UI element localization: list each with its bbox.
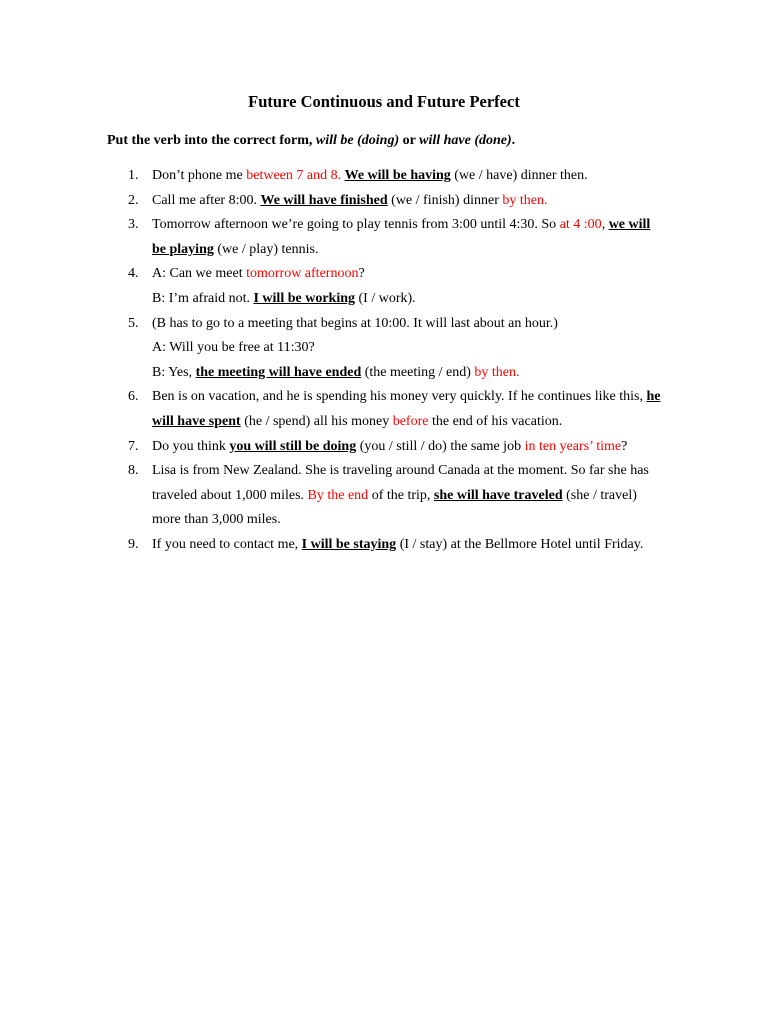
item-line xyxy=(152,484,662,509)
sentence-text: A: Can we meet xyxy=(152,266,247,282)
time-expression: in ten years’ time xyxy=(524,438,622,454)
sentence-text: (we / finish) dinner xyxy=(387,192,503,208)
sentence-text: (he / spend) all his money xyxy=(240,413,393,429)
item-number: 3. xyxy=(128,217,139,233)
sentence-text: A: Will you be free at 11:30? xyxy=(152,340,315,356)
answer-text: the meeting will have ended xyxy=(195,364,362,380)
answer-text: you will still be doing xyxy=(229,438,357,454)
sentence-text: (the meeting / end) xyxy=(361,364,475,380)
item-line xyxy=(152,262,662,287)
item-line xyxy=(152,189,662,214)
sentence-text: Tomorrow afternoon we’re going to play tennis from 3:00 until 4:30. So xyxy=(152,217,560,233)
time-expression: tomorrow afternoon xyxy=(246,266,359,282)
item-number: 8. xyxy=(128,463,139,479)
sentence-text: of the trip, xyxy=(368,487,434,503)
time-expression: by then. xyxy=(502,192,548,208)
sentence-text: the end of his vacation. xyxy=(428,413,563,429)
item-line xyxy=(152,508,662,533)
answer-text: I will be staying xyxy=(301,536,397,552)
answer-text: she will have traveled xyxy=(433,487,563,503)
exercise-item xyxy=(0,435,662,460)
time-expression: By the end xyxy=(307,487,369,503)
time-expression: at 4 :00 xyxy=(559,217,602,233)
item-line xyxy=(152,361,662,386)
item-line xyxy=(152,410,662,435)
item-line xyxy=(152,459,662,484)
answer-text: will have spent xyxy=(152,413,241,429)
sentence-text: If you need to contact me, xyxy=(152,536,302,552)
sentence-text: Don’t phone me xyxy=(152,168,247,183)
item-line xyxy=(152,287,662,312)
time-expression: by then. xyxy=(474,364,520,380)
item-line xyxy=(152,238,662,263)
exercise-item xyxy=(0,312,662,386)
item-number: 1. xyxy=(128,168,139,183)
instruction-end: . xyxy=(511,133,516,148)
item-line xyxy=(152,164,662,189)
item-number: 5. xyxy=(128,315,139,331)
exercise-item xyxy=(0,213,662,262)
sentence-text: traveled about 1,000 miles. xyxy=(152,487,308,503)
exercise-list xyxy=(0,164,768,558)
sentence-text: B: I’m afraid not. xyxy=(152,290,254,306)
sentence-text: , xyxy=(601,217,609,233)
sentence-text: more than 3,000 miles. xyxy=(152,512,281,528)
item-line xyxy=(152,533,662,558)
item-line xyxy=(152,385,662,410)
sentence-text: (I / stay) at the Bellmore Hotel until Friday. xyxy=(396,536,644,552)
sentence-text: (you / still / do) the same job xyxy=(356,438,525,454)
exercise-item xyxy=(0,385,662,434)
answer-text: be playing xyxy=(152,241,214,257)
exercise-item xyxy=(0,459,662,533)
item-line xyxy=(152,213,662,238)
instruction xyxy=(107,131,707,151)
exercise-item xyxy=(0,164,662,189)
item-number: 4. xyxy=(128,266,139,282)
sentence-text: (I / work). xyxy=(355,290,416,306)
sentence-text: Call me after 8:00. xyxy=(152,192,261,208)
sentence-text: ? xyxy=(621,438,628,454)
answer-text: We will be having xyxy=(344,168,451,183)
item-line xyxy=(152,336,662,361)
answer-text: We will have finished xyxy=(260,192,388,208)
item-number: 2. xyxy=(128,192,139,208)
sentence-text: (we / play) tennis. xyxy=(213,241,319,257)
page-title: Future Continuous and Future Perfect xyxy=(248,92,520,111)
item-line xyxy=(152,312,662,337)
sentence-text: Lisa is from New Zealand. She is traveling around Canada at the moment. So far she has xyxy=(152,463,649,479)
instruction-or: or xyxy=(399,133,420,148)
sentence-text: Do you think xyxy=(152,438,230,454)
exercise-item xyxy=(0,189,662,214)
sentence-text: Ben is on vacation, and he is spending his money very quickly. If he continues like this, xyxy=(152,389,647,405)
sentence-text: B: Yes, xyxy=(152,364,196,380)
time-expression: before xyxy=(392,413,429,429)
item-number: 9. xyxy=(128,536,139,552)
answer-text: I will be working xyxy=(253,290,355,306)
instruction-form-continuous: will be (doing) xyxy=(315,133,400,148)
sentence-text: (we / have) dinner then. xyxy=(450,168,588,183)
sentence-text: (B has to go to a meeting that begins at 10:00. It will last about an hour.) xyxy=(152,315,558,331)
item-number: 6. xyxy=(128,389,139,405)
answer-text: he xyxy=(646,389,661,405)
sentence-text: (she / travel) xyxy=(562,487,637,503)
item-number: 7. xyxy=(128,438,139,454)
instruction-form-perfect: will have (done) xyxy=(419,133,512,148)
sentence-text: ? xyxy=(358,266,365,282)
time-expression: between 7 and 8. xyxy=(246,168,342,183)
instruction-lead: Put the verb into the correct form, xyxy=(107,133,316,148)
item-line xyxy=(152,435,662,460)
exercise-item xyxy=(0,533,662,558)
exercise-item xyxy=(0,262,662,311)
answer-text: we will xyxy=(608,217,651,233)
